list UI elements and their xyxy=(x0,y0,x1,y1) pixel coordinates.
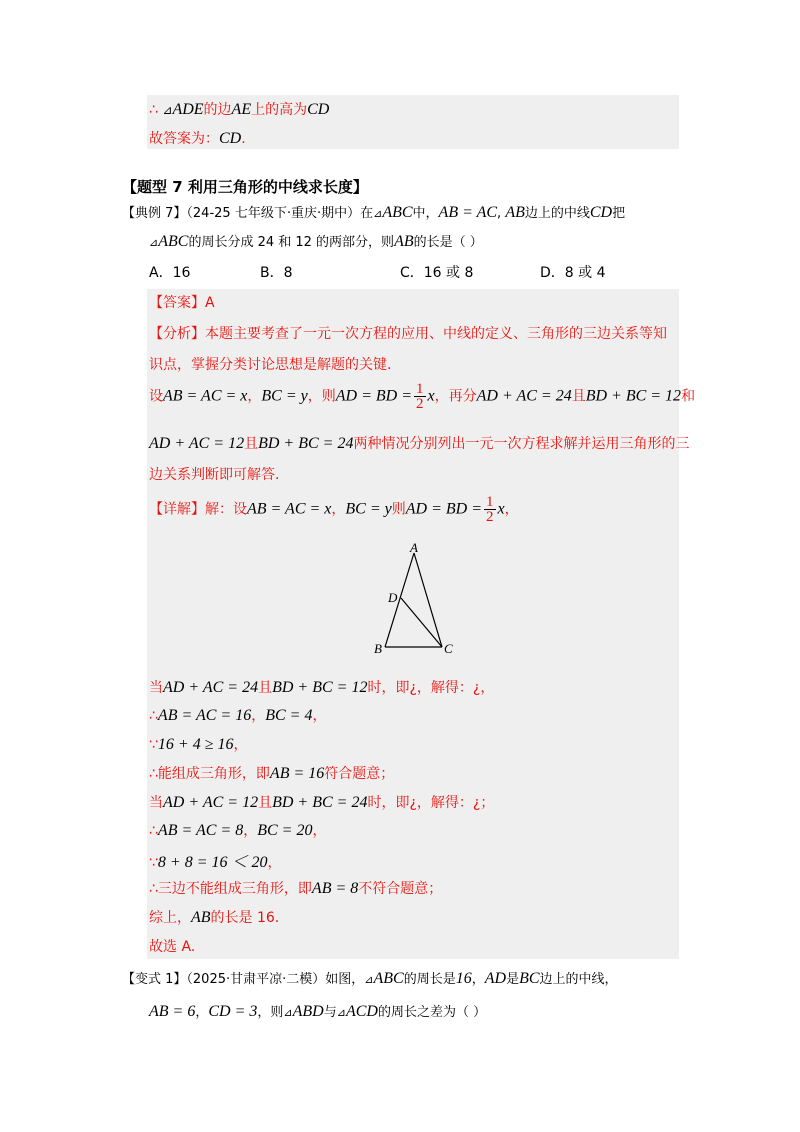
triangle-figure xyxy=(370,540,460,660)
solution-case1-result-1: ∴AB = AC = 16，BC = 4， xyxy=(149,707,327,724)
detail-line-1: 【详解】解：设AB = AC = x，BC = y则AD = BD = $\frac{1}{2}$ x， xyxy=(149,494,519,525)
variant-question-line-1: 【变式 1】（2025·甘肃平凉·二模）如图，⊿ABC的周长是16，AD是BC边上的中线， xyxy=(122,970,618,987)
solution-case2-result-1: ∴AB = AC = 8，BC = 20， xyxy=(149,822,327,839)
solution-case1-result-2: ∵16 + 4 ≥ 16， xyxy=(149,736,248,753)
vertex-c-label: C xyxy=(444,641,453,656)
answer-line: 【答案】A xyxy=(149,295,215,311)
analysis-line-2: 识点，掌握分类讨论思想是解题的关键. xyxy=(149,357,392,373)
option-d: D．8 或 4 xyxy=(540,265,606,281)
analysis-line-5: 边关系判断即可解答. xyxy=(149,467,280,483)
vertex-b-label: B xyxy=(374,641,382,656)
solution-case2-line: 当AD + AC = 12且BD + BC = 24时，即¿，解得：¿； xyxy=(149,794,495,811)
solution-case2-result-3: ∴三边不能组成三角形，即AB = 8不符合题意； xyxy=(149,880,443,897)
solution-case1-result-3: ∴能组成三角形，即AB = 16符合题意； xyxy=(149,765,395,782)
solution-case2-result-2: ∵8 + 8 = 16 ＜ 20， xyxy=(149,854,282,871)
option-c: C．16 或 8 xyxy=(400,265,474,281)
vertex-a-label: A xyxy=(410,540,418,555)
previous-answer-line-1: ∴ ⊿ADE的边AE上的高为CD xyxy=(149,101,330,118)
analysis-line-4: AD + AC = 12且BD + BC = 24两种情况分别列出一元一次方程求解并运用三角形的三 xyxy=(149,435,690,452)
solution-case1-line: 当AD + AC = 24且BD + BC = 12时，即¿，解得：¿， xyxy=(149,679,495,696)
fraction: $\frac{1}{2}$ xyxy=(416,381,424,412)
side-ac xyxy=(414,553,442,647)
variant-question-line-2: AB = 6，CD = 3，则⊿ABD与⊿ACD的周长之差为（ ） xyxy=(149,1003,487,1020)
median-cd xyxy=(401,598,442,647)
fraction: $\frac{1}{2}$ xyxy=(486,494,494,525)
option-a: A．16 xyxy=(149,265,191,281)
option-b: B．8 xyxy=(260,265,293,281)
example-question-line-1: 【典例 7】（24-25 七年级下·重庆·期中）在⊿ABC中，AB = AC, AB边上的中线CD把 xyxy=(122,204,626,221)
section-heading: 【题型 7 利用三角形的中线求长度】 xyxy=(122,178,368,196)
solution-final: 故选 A. xyxy=(149,939,196,955)
solution-summary: 综上，AB的长是 16. xyxy=(149,909,280,926)
analysis-line-3: 设AB = AC = x，BC = y，则AD = BD = $\frac{1}{2}$ x，再分AD + AC = 24且BD + BC = 12和 xyxy=(149,381,696,412)
vertex-d-label: D xyxy=(388,590,398,605)
previous-answer-line-2: 故答案为：CD. xyxy=(149,130,246,147)
analysis-line-1: 【分析】本题主要考查了一元一次方程的应用、中线的定义、三角形的三边关系等知 xyxy=(149,326,667,342)
example-question-line-2: ⊿ABC的周长分成 24 和 12 的两部分，则AB的长是（ ） xyxy=(149,233,483,250)
